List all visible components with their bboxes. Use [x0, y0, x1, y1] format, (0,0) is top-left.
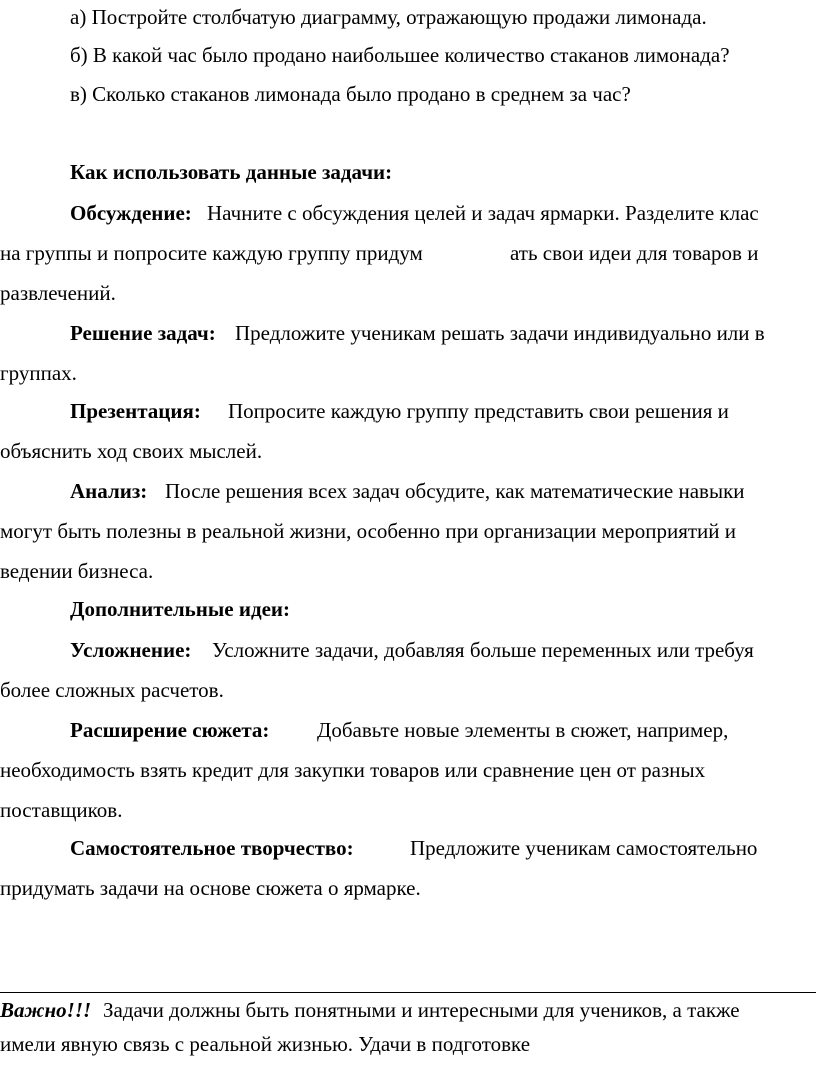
presentation-text-1: Попросите каждую группу представить свои решения и: [228, 399, 729, 423]
presentation-text-2: объяснить ход своих мыслей.: [0, 439, 263, 463]
discussion-label: Обсуждение:: [70, 201, 192, 225]
discussion-text-3: развлечений.: [0, 281, 116, 305]
analysis-text-2: могут быть полезны в реальной жизни, особенно при организации мероприятий и: [0, 519, 736, 543]
creative-text-1: Предложите ученикам самостоятельно: [410, 836, 758, 860]
plot-text-3: поставщиков.: [0, 798, 123, 822]
note-text-2: имели явную связь с реальной жизнью. Удачи в подготовке: [0, 1032, 531, 1056]
complication-label: Усложнение:: [70, 638, 192, 662]
complication-text-1: Усложните задачи, добавляя больше переменных или требуя: [212, 638, 754, 662]
how-to-use-heading: Как использовать данные задачи:: [70, 160, 393, 184]
analysis-text-3: ведении бизнеса.: [0, 559, 154, 583]
plot-text-1: Добавьте новые элементы в сюжет, например,: [317, 718, 729, 742]
question-b: б) В какой час было продано наибольшее количество стаканов лимонада?: [70, 43, 730, 67]
creative-label: Самостоятельное творчество:: [70, 836, 354, 860]
plot-text-2: необходимость взять кредит для закупки товаров или сравнение цен от разных: [0, 758, 706, 782]
analysis-text-1: После решения всех задач обсудите, как математические навыки: [165, 479, 745, 503]
extra-ideas-heading: Дополнительные идеи:: [70, 597, 290, 621]
divider: [0, 992, 816, 993]
solving-text-2: группах.: [0, 361, 77, 385]
complication-text-2: более сложных расчетов.: [0, 678, 224, 702]
question-c: в) Сколько стаканов лимонада было продано в среднем за час?: [70, 82, 631, 106]
note-label: Важно!!!: [0, 998, 92, 1022]
solving-text-1: Предложите ученикам решать задачи индивидуально или в: [235, 321, 765, 345]
discussion-text-2b: ать свои идеи для товаров и: [510, 241, 759, 265]
note-text-1: Задачи должны быть понятными и интересными для учеников, а также: [103, 998, 740, 1022]
question-a: а) Постройте столбчатую диаграмму, отражающую продажи лимонада.: [70, 5, 707, 29]
plot-label: Расширение сюжета:: [70, 718, 270, 742]
discussion-text-1: Начните с обсуждения целей и задач ярмарки. Разделите клас: [207, 201, 759, 225]
analysis-label: Анализ:: [70, 479, 148, 503]
creative-text-2: придумать задачи на основе сюжета о ярмарке.: [0, 876, 421, 900]
solving-label: Решение задач:: [70, 321, 216, 345]
discussion-text-2a: на группы и попросите каждую группу придум: [0, 241, 423, 265]
presentation-label: Презентация:: [70, 399, 201, 423]
